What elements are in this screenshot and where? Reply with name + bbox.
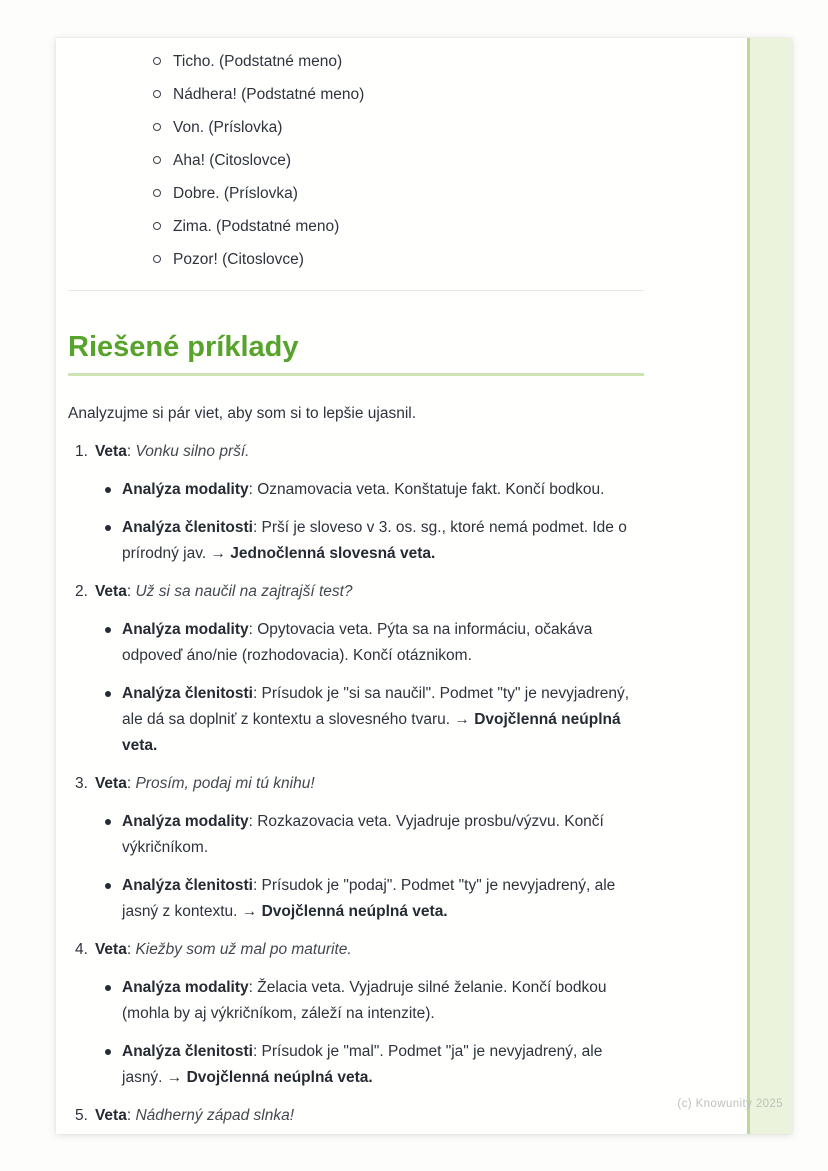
example-item [68,439,644,567]
word-type-item [68,83,644,107]
disc-bullet-icon [105,525,111,531]
analysis-text: : Oznamovacia veta. Konštatuje fakt. Končí bodkou. [248,481,605,498]
disc-bullet-icon [105,487,111,493]
example-label: Veta [94,1107,127,1124]
word-type-item [68,248,644,272]
analysis-text: : Prísudok je "podaj". Podmet "ty" je nevyjadrený, ale jasný z kontextu. → Dvojčlenná neúplná veta. [122,877,616,920]
word-type-item [68,50,644,74]
analysis-point-body [122,685,629,754]
word-type-list [68,50,644,272]
disc-bullet-icon [105,1049,111,1055]
page-content [68,38,644,1141]
analysis-point-body [122,481,604,498]
word-type-item-text: Nádhera! (Podstatné meno) [173,86,365,103]
analysis-text: : Prší je sloveso v 3. os. sg., ktoré nemá podmet. Ide o prírodný jav. → Jednočlenná slovesná veta. [122,519,627,562]
word-type-item [68,182,644,206]
example-sentence: Vonku silno prší. [135,443,250,460]
example-colon: : [126,583,136,600]
analysis-point-body [122,519,627,562]
analysis-label: Analýza členitosti [122,877,253,894]
analysis-list [68,477,644,567]
example-head [68,1103,644,1129]
example-number: 5. [75,1107,88,1124]
disc-bullet-icon [105,883,111,889]
analysis-text: : Prísudok je "mal". Podmet "ja" je nevyjadrený, ale jasný. → Dvojčlenná neúplná veta. [122,1043,603,1086]
word-type-item-text: Pozor! (Citoslovce) [173,251,304,268]
watermark: (c) Knowunity 2025 [677,1098,783,1110]
analysis-point-body [122,979,606,1022]
example-label: Veta [94,583,127,600]
circle-bullet-icon [153,90,161,98]
analysis-text: : Opytovacia veta. Pýta sa na informáciu, očakáva odpoveď áno/nie (rozhodovacia). Končí otáznikom. [122,621,593,664]
example-item [68,1103,644,1129]
example-number: 4. [75,941,88,958]
analysis-point-body [122,1043,602,1086]
analysis-text: : Želacia veta. Vyjadruje silné želanie. Končí bodkou (mohla by aj výkričníkom, záleží na intenzite). [122,979,607,1022]
analysis-label: Analýza modality [122,621,249,638]
example-sentence: Už si sa naučil na zajtrajší test? [135,583,353,600]
analysis-text: : Rozkazovacia veta. Vyjadruje prosbu/výzvu. Končí výkričníkom. [122,813,604,856]
disc-bullet-icon [105,691,111,697]
analysis-text: : Prísudok je "si sa naučil". Podmet "ty" je nevyjadrený, ale dá sa doplniť z kontextu a slovesného tvaru. → Dvojčlenná neúplná veta. [122,685,630,754]
example-number: 2. [75,583,88,600]
analysis-label: Analýza členitosti [122,1043,253,1060]
disc-bullet-icon [105,985,111,991]
examples-list [68,439,644,1129]
example-head [68,937,644,963]
example-item [68,937,644,1091]
analysis-label: Analýza členitosti [122,519,253,536]
example-label: Veta [94,775,127,792]
analysis-list [68,617,644,759]
example-colon: : [126,775,136,792]
analysis-point-body [122,813,604,856]
word-type-item-text: Zima. (Podstatné meno) [173,218,340,235]
example-head [68,579,644,605]
analysis-list [68,975,644,1091]
analysis-point-body [122,621,592,664]
word-type-item-text: Dobre. (Príslovka) [173,185,298,202]
circle-bullet-icon [153,255,161,263]
analysis-point [68,873,634,925]
disc-bullet-icon [105,819,111,825]
example-label: Veta [94,443,127,460]
section-divider [68,290,644,291]
example-sentence: Prosím, podaj mi tú knihu! [135,775,315,792]
analysis-list [68,809,644,925]
analysis-point [68,477,634,503]
circle-bullet-icon [153,189,161,197]
word-type-item-text: Ticho. (Podstatné meno) [173,53,343,70]
example-colon: : [126,1107,136,1124]
example-colon: : [126,443,136,460]
example-number: 3. [75,775,88,792]
analysis-point [68,617,634,669]
example-item [68,579,644,759]
analysis-point-body [122,877,615,920]
disc-bullet-icon [105,627,111,633]
circle-bullet-icon [153,156,161,164]
document-page [56,38,792,1134]
word-type-item-text: Aha! (Citoslovce) [173,152,292,169]
example-label: Veta [94,941,127,958]
analysis-point [68,515,634,567]
word-type-item [68,116,644,140]
section-title: Riešené príklady [68,331,644,376]
example-item [68,771,644,925]
example-head [68,439,644,465]
analysis-label: Analýza modality [122,481,249,498]
example-number: 1. [75,443,88,460]
analysis-point [68,681,634,759]
circle-bullet-icon [153,57,161,65]
analysis-point [68,1039,634,1091]
example-head [68,771,644,797]
circle-bullet-icon [153,123,161,131]
word-type-item [68,215,644,239]
analysis-label: Analýza členitosti [122,685,253,702]
analysis-label: Analýza modality [122,813,249,830]
circle-bullet-icon [153,222,161,230]
page-edge-band [747,38,792,1134]
analysis-label: Analýza modality [122,979,249,996]
analysis-point [68,975,634,1027]
example-sentence: Kiežby som už mal po maturite. [135,941,352,958]
section-intro: Analyzujme si pár viet, aby som si to lepšie ujasnil. [68,405,417,422]
word-type-item-text: Von. (Príslovka) [173,119,283,136]
word-type-item [68,149,644,173]
analysis-point [68,809,634,861]
example-colon: : [126,941,136,958]
example-sentence: Nádherný západ slnka! [135,1107,294,1124]
